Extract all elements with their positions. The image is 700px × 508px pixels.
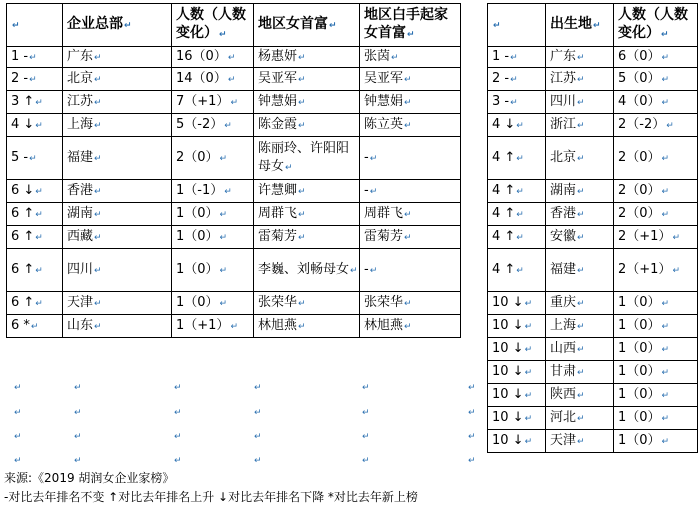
- birthplace-cell: 江苏↵: [546, 68, 614, 91]
- paragraph-mark: ↵: [661, 97, 670, 108]
- rank-cell: 3 -↵: [488, 91, 546, 114]
- count-cell: 1（+1）↵: [172, 315, 254, 338]
- paragraph-mark: ↵: [404, 97, 412, 108]
- table-row: [7, 180, 461, 203]
- count-cell: 1（0）↵: [172, 292, 254, 315]
- paragraph-mark: ↵: [29, 153, 37, 164]
- count-cell: 7（+1）↵: [172, 91, 254, 114]
- paragraph-mark: ↵: [661, 30, 669, 40]
- count-cell: 2（-2）↵: [614, 114, 698, 137]
- count-cell: 2（0）↵: [614, 137, 698, 180]
- richest-woman-header: 地区女首富↵: [254, 4, 360, 47]
- paragraph-mark: ↵: [298, 97, 306, 108]
- count-header: 人数（人数变化）↵: [614, 4, 698, 47]
- paragraph-mark: ↵: [404, 232, 412, 243]
- paragraph-mark: ↵: [524, 436, 533, 447]
- count-cell: 1（-1）↵: [172, 180, 254, 203]
- table-row: [7, 292, 461, 315]
- paragraph-mark: ↵: [404, 74, 412, 85]
- paragraph-mark: ↵: [577, 232, 585, 243]
- paragraph-mark: ↵: [285, 162, 293, 173]
- count-cell: 2（+1）↵: [614, 226, 698, 249]
- hq-region-header: 企业总部↵: [63, 4, 172, 47]
- birthplace-cell: 甘肃↵: [546, 361, 614, 384]
- paragraph-mark: ↵: [672, 265, 680, 276]
- paragraph-mark: ↵: [468, 383, 476, 393]
- selfmade-richest-cell: 陈立英↵: [360, 114, 461, 137]
- paragraph-mark: ↵: [577, 321, 585, 332]
- paragraph-mark: ↵: [227, 74, 236, 85]
- selfmade-richest-cell: 张荣华↵: [360, 292, 461, 315]
- richest-woman-cell: 林旭燕↵: [254, 315, 360, 338]
- paragraph-mark: ↵: [404, 120, 412, 131]
- table-row: [488, 338, 698, 361]
- paragraph-mark: ↵: [35, 186, 43, 197]
- rank-cell: 6 ↑↵: [7, 249, 63, 292]
- count-cell: 2（+1）↵: [614, 249, 698, 292]
- paragraph-mark: ↵: [35, 120, 43, 131]
- paragraph-mark: ↵: [14, 408, 22, 418]
- count-cell: 5（0）↵: [614, 68, 698, 91]
- count-cell: 1（0）↵: [614, 292, 698, 315]
- paragraph-mark: ↵: [391, 52, 399, 63]
- count-cell: 1（0）↵: [614, 384, 698, 407]
- selfmade-richest-cell: 雷菊芳↵: [360, 226, 461, 249]
- richest-woman-cell: 陈丽玲、许阳阳母女↵: [254, 137, 360, 180]
- count-cell: 1（0）↵: [172, 203, 254, 226]
- richest-woman-cell: 钟慧娟↵: [254, 91, 360, 114]
- paragraph-mark: ↵: [516, 120, 524, 131]
- paragraph-mark: ↵: [298, 232, 306, 243]
- count-cell: 1（0）↵: [614, 315, 698, 338]
- paragraph-mark: ↵: [94, 265, 102, 276]
- birthplace-header: 出生地↵: [546, 4, 614, 47]
- paragraph-mark: ↵: [94, 186, 102, 197]
- birthplace-cell: 天津↵: [546, 430, 614, 453]
- paragraph-mark: ↵: [369, 153, 378, 164]
- paragraph-mark: ↵: [510, 74, 518, 85]
- rank-cell: 4 ↑↵: [488, 137, 546, 180]
- paragraph-mark: ↵: [577, 52, 585, 63]
- rank-cell: 10 ↓↵: [488, 407, 546, 430]
- paragraph-mark: ↵: [524, 344, 533, 355]
- paragraph-mark: ↵: [577, 186, 585, 197]
- paragraph-mark: ↵: [510, 97, 518, 108]
- rank-cell: 6 ↑↵: [7, 226, 63, 249]
- paragraph-mark: ↵: [124, 21, 132, 31]
- paragraph-mark: ↵: [468, 408, 476, 418]
- rank-header: [7, 4, 63, 47]
- selfmade-richest-header: 地区白手起家女首富↵: [360, 4, 461, 47]
- count-cell: 1（0）↵: [614, 407, 698, 430]
- count-cell: 1（0）↵: [614, 361, 698, 384]
- header-row: [7, 4, 461, 47]
- rank-cell: 2 -↵: [7, 68, 63, 91]
- birthplace-cell: 重庆↵: [546, 292, 614, 315]
- count-cell: 2（0）↵: [172, 137, 254, 180]
- paragraph-mark: ↵: [224, 186, 232, 197]
- paragraph-mark: ↵: [174, 456, 182, 466]
- birthplace-cell: 湖南↵: [546, 180, 614, 203]
- table-row: [7, 315, 461, 338]
- paragraph-mark: ↵: [661, 153, 670, 164]
- table-row: [488, 180, 698, 203]
- paragraph-mark: ↵: [524, 413, 533, 424]
- rank-cell: 6 ↓↵: [7, 180, 63, 203]
- paragraph-mark: ↵: [362, 383, 370, 393]
- rank-cell: 6 *↵: [7, 315, 63, 338]
- table-row: [7, 249, 461, 292]
- table-row: [488, 315, 698, 338]
- table-row: [488, 114, 698, 137]
- paragraph-mark: ↵: [362, 408, 370, 418]
- rank-cell: 6 ↑↵: [7, 203, 63, 226]
- paragraph-mark: ↵: [35, 265, 43, 276]
- paragraph-mark: ↵: [407, 30, 415, 40]
- paragraph-mark: ↵: [298, 209, 306, 220]
- paragraph-mark: ↵: [230, 321, 238, 332]
- rank-cell: 10 ↓↵: [488, 384, 546, 407]
- paragraph-mark: ↵: [510, 52, 518, 63]
- hq-region-cell: 天津↵: [63, 292, 172, 315]
- birthplace-cell: 安徽↵: [546, 226, 614, 249]
- richest-woman-cell: 陈金霞↵: [254, 114, 360, 137]
- birthplace-cell: 福建↵: [546, 249, 614, 292]
- paragraph-mark: ↵: [94, 52, 102, 63]
- paragraph-mark: ↵: [577, 413, 585, 424]
- table-row: [7, 47, 461, 68]
- paragraph-mark: ↵: [577, 436, 585, 447]
- paragraph-mark: ↵: [298, 120, 306, 131]
- paragraph-mark: ↵: [14, 456, 22, 466]
- count-cell: 14（0）↵: [172, 68, 254, 91]
- birthplace-cell: 四川↵: [546, 91, 614, 114]
- paragraph-mark: ↵: [661, 367, 670, 378]
- paragraph-mark: ↵: [254, 456, 262, 466]
- paragraph-mark: ↵: [329, 21, 337, 31]
- paragraph-mark: ↵: [298, 52, 306, 63]
- paragraph-mark: ↵: [404, 298, 412, 309]
- paragraph-mark: ↵: [661, 52, 670, 63]
- paragraph-mark: ↵: [224, 120, 232, 131]
- hq-region-cell: 北京↵: [63, 68, 172, 91]
- paragraph-mark: ↵: [661, 186, 670, 197]
- paragraph-mark: ↵: [661, 209, 670, 220]
- paragraph-mark: ↵: [30, 321, 39, 332]
- paragraph-mark: ↵: [254, 432, 262, 442]
- count-cell: 1（0）↵: [614, 430, 698, 453]
- rank-header: [488, 4, 546, 47]
- paragraph-mark: ↵: [227, 52, 236, 63]
- count-cell: 1（0）↵: [172, 249, 254, 292]
- paragraph-mark: ↵: [516, 153, 524, 164]
- paragraph-mark: ↵: [219, 209, 228, 220]
- paragraph-mark: ↵: [661, 413, 670, 424]
- paragraph-mark: ↵: [298, 321, 306, 332]
- paragraph-mark: ↵: [468, 432, 476, 442]
- table-row: [488, 47, 698, 68]
- paragraph-mark: ↵: [493, 21, 501, 31]
- paragraph-mark: ↵: [74, 456, 82, 466]
- rank-cell: 5 -↵: [7, 137, 63, 180]
- left-ranking-table: [6, 3, 461, 338]
- rank-cell: 4 ↑↵: [488, 180, 546, 203]
- birthplace-cell: 香港↵: [546, 203, 614, 226]
- table-row: [7, 137, 461, 180]
- paragraph-mark: ↵: [12, 21, 20, 31]
- count-cell: 4（0）↵: [614, 91, 698, 114]
- paragraph-mark: ↵: [174, 408, 182, 418]
- birthplace-cell: 上海↵: [546, 315, 614, 338]
- paragraph-mark: ↵: [524, 321, 533, 332]
- paragraph-mark: ↵: [230, 97, 238, 108]
- paragraph-mark: ↵: [298, 74, 306, 85]
- paragraph-mark: ↵: [468, 456, 476, 466]
- rank-cell: 4 ↑↵: [488, 226, 546, 249]
- paragraph-mark: ↵: [577, 97, 585, 108]
- paragraph-mark: ↵: [661, 436, 670, 447]
- source-note: 来源:《2019 胡润女企业家榜》: [4, 471, 175, 485]
- count-cell: 2（0）↵: [614, 180, 698, 203]
- count-cell: 1（0）↵: [614, 338, 698, 361]
- richest-woman-cell: 周群飞↵: [254, 203, 360, 226]
- table-row: [488, 137, 698, 180]
- richest-woman-cell: 许慧卿↵: [254, 180, 360, 203]
- hq-region-cell: 四川↵: [63, 249, 172, 292]
- table-row: [488, 430, 698, 453]
- hq-region-cell: 广东↵: [63, 47, 172, 68]
- paragraph-mark: ↵: [593, 21, 601, 31]
- hq-region-cell: 湖南↵: [63, 203, 172, 226]
- hq-region-cell: 福建↵: [63, 137, 172, 180]
- right-birthplace-table: [487, 3, 698, 453]
- selfmade-richest-cell: 周群飞↵: [360, 203, 461, 226]
- hq-region-cell: 山东↵: [63, 315, 172, 338]
- rank-cell: 1 -↵: [7, 47, 63, 68]
- paragraph-mark: ↵: [94, 232, 102, 243]
- paragraph-mark: ↵: [74, 383, 82, 393]
- paragraph-mark: ↵: [661, 344, 670, 355]
- selfmade-richest-cell: -↵: [360, 180, 461, 203]
- rank-cell: 1 -↵: [488, 47, 546, 68]
- rank-cell: 10 ↓↵: [488, 361, 546, 384]
- rank-cell: 6 ↑↵: [7, 292, 63, 315]
- birthplace-cell: 浙江↵: [546, 114, 614, 137]
- table-row: [488, 68, 698, 91]
- table-row: [488, 292, 698, 315]
- selfmade-richest-cell: 吴亚军↵: [360, 68, 461, 91]
- paragraph-mark: ↵: [369, 265, 378, 276]
- paragraph-mark: ↵: [219, 30, 227, 40]
- paragraph-mark: ↵: [577, 390, 585, 401]
- table-row: [488, 203, 698, 226]
- richest-woman-cell: 雷菊芳↵: [254, 226, 360, 249]
- paragraph-mark: ↵: [577, 367, 585, 378]
- selfmade-richest-cell: 张茵↵: [360, 47, 461, 68]
- paragraph-mark: ↵: [94, 153, 102, 164]
- paragraph-mark: ↵: [74, 432, 82, 442]
- rank-cell: 4 ↓↵: [7, 114, 63, 137]
- rank-cell: 10 ↓↵: [488, 430, 546, 453]
- rank-cell: 10 ↓↵: [488, 315, 546, 338]
- paragraph-mark: ↵: [350, 265, 358, 276]
- paragraph-mark: ↵: [516, 232, 524, 243]
- paragraph-mark: ↵: [174, 383, 182, 393]
- paragraph-mark: ↵: [174, 432, 182, 442]
- hq-region-cell: 香港↵: [63, 180, 172, 203]
- rank-cell: 2 -↵: [488, 68, 546, 91]
- paragraph-mark: ↵: [577, 344, 585, 355]
- paragraph-mark: ↵: [35, 209, 43, 220]
- paragraph-mark: ↵: [254, 408, 262, 418]
- rank-cell: 10 ↓↵: [488, 292, 546, 315]
- table-row: [488, 407, 698, 430]
- richest-woman-cell: 杨惠妍↵: [254, 47, 360, 68]
- birthplace-cell: 北京↵: [546, 137, 614, 180]
- paragraph-mark: ↵: [219, 232, 228, 243]
- count-cell: 2（0）↵: [614, 203, 698, 226]
- paragraph-mark: ↵: [516, 186, 524, 197]
- paragraph-mark: ↵: [94, 298, 102, 309]
- paragraph-mark: ↵: [35, 298, 43, 309]
- count-header: 人数（人数变化）↵: [172, 4, 254, 47]
- rank-cell: 4 ↑↵: [488, 203, 546, 226]
- count-cell: 5（-2）↵: [172, 114, 254, 137]
- paragraph-mark: ↵: [298, 298, 306, 309]
- hq-region-cell: 江苏↵: [63, 91, 172, 114]
- count-cell: 16（0）↵: [172, 47, 254, 68]
- selfmade-richest-cell: -↵: [360, 249, 461, 292]
- paragraph-mark: ↵: [362, 456, 370, 466]
- paragraph-mark: ↵: [94, 97, 102, 108]
- richest-woman-cell: 吴亚军↵: [254, 68, 360, 91]
- paragraph-mark: ↵: [35, 232, 43, 243]
- birthplace-cell: 陕西↵: [546, 384, 614, 407]
- paragraph-mark: ↵: [74, 408, 82, 418]
- paragraph-mark: ↵: [516, 265, 524, 276]
- paragraph-mark: ↵: [298, 186, 306, 197]
- rank-cell: 4 ↑↵: [488, 249, 546, 292]
- paragraph-mark: ↵: [577, 298, 585, 309]
- paragraph-mark: ↵: [94, 321, 102, 332]
- table-row: [488, 226, 698, 249]
- paragraph-mark: ↵: [524, 367, 533, 378]
- paragraph-mark: ↵: [94, 209, 102, 220]
- paragraph-mark: ↵: [577, 74, 585, 85]
- paragraph-mark: ↵: [666, 120, 674, 131]
- table-row: [7, 203, 461, 226]
- paragraph-mark: ↵: [661, 321, 670, 332]
- paragraph-mark: ↵: [524, 298, 533, 309]
- paragraph-mark: ↵: [524, 390, 533, 401]
- paragraph-mark: ↵: [29, 52, 37, 63]
- hq-region-cell: 上海↵: [63, 114, 172, 137]
- birthplace-cell: 广东↵: [546, 47, 614, 68]
- paragraph-mark: ↵: [254, 383, 262, 393]
- paragraph-mark: ↵: [661, 74, 670, 85]
- selfmade-richest-cell: -↵: [360, 137, 461, 180]
- paragraph-mark: ↵: [577, 209, 585, 220]
- selfmade-richest-cell: 钟慧娟↵: [360, 91, 461, 114]
- table-row: [488, 91, 698, 114]
- table-row: [7, 68, 461, 91]
- paragraph-mark: ↵: [14, 432, 22, 442]
- paragraph-mark: ↵: [369, 186, 378, 197]
- paragraph-mark: ↵: [94, 74, 102, 85]
- birthplace-cell: 山西↵: [546, 338, 614, 361]
- paragraph-mark: ↵: [577, 153, 585, 164]
- hq-region-cell: 西藏↵: [63, 226, 172, 249]
- header-row: [488, 4, 698, 47]
- paragraph-mark: ↵: [577, 265, 585, 276]
- table-row: [7, 91, 461, 114]
- paragraph-mark: ↵: [404, 209, 412, 220]
- paragraph-mark: ↵: [661, 298, 670, 309]
- paragraph-mark: ↵: [29, 74, 37, 85]
- selfmade-richest-cell: 林旭燕↵: [360, 315, 461, 338]
- paragraph-mark: ↵: [219, 298, 228, 309]
- birthplace-cell: 河北↵: [546, 407, 614, 430]
- count-cell: 1（0）↵: [172, 226, 254, 249]
- count-cell: 6（0）↵: [614, 47, 698, 68]
- paragraph-mark: ↵: [661, 390, 670, 401]
- richest-woman-cell: 张荣华↵: [254, 292, 360, 315]
- table-row: [488, 249, 698, 292]
- table-row: [7, 114, 461, 137]
- richest-woman-cell: 李巍、刘畅母女↵: [254, 249, 360, 292]
- table-row: [488, 361, 698, 384]
- rank-cell: 10 ↓↵: [488, 338, 546, 361]
- rank-cell: 3 ↑↵: [7, 91, 63, 114]
- legend-note: -对比去年排名不变 ↑对比去年排名上升 ↓对比去年排名下降 *对比去年新上榜: [4, 490, 418, 504]
- table-row: [488, 384, 698, 407]
- paragraph-mark: ↵: [516, 209, 524, 220]
- paragraph-mark: ↵: [577, 120, 585, 131]
- paragraph-mark: ↵: [14, 383, 22, 393]
- paragraph-mark: ↵: [672, 232, 680, 243]
- paragraph-mark: ↵: [362, 432, 370, 442]
- paragraph-mark: ↵: [219, 265, 228, 276]
- paragraph-mark: ↵: [94, 120, 102, 131]
- table-row: [7, 226, 461, 249]
- paragraph-mark: ↵: [219, 153, 228, 164]
- rank-cell: 4 ↓↵: [488, 114, 546, 137]
- paragraph-mark: ↵: [35, 97, 43, 108]
- paragraph-mark: ↵: [404, 321, 412, 332]
